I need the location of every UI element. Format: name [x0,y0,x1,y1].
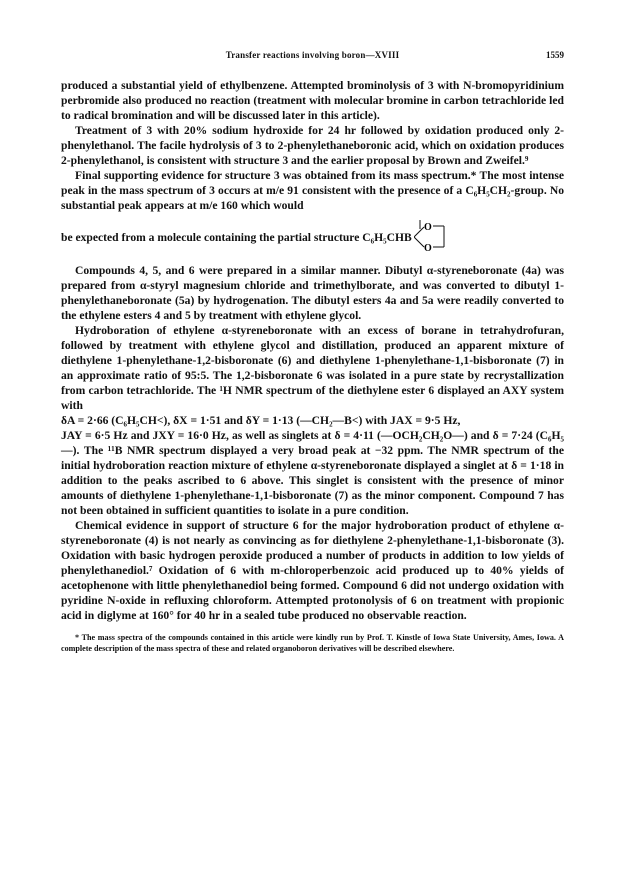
ring-oxygen-bottom: O [423,243,432,254]
paragraph-2: Treatment of 3 with 20% sodium hydroxide for 24 hr followed by oxidation produced only 2-phenylethanol. The facile hydrolysis of 3 to 2-phenylethaneboronic acid, which on oxidation produces 2-phenylethanol, is consistent with structure 3 and the earlier proposal by Brown and Zweifel.⁹ [61,124,564,167]
journal-page [61,50,564,654]
partial-structure-line [61,220,564,254]
paragraph-3: Final supporting evidence for structure 3 was obtained from its mass spectrum.* The most intense peak in the mass spectrum of 3 occurs at m/e 91 consistent with the presence of a C₆H₅CH₂-group. No substantial peak appears at m/e 160 which would [61,169,564,212]
footnote-text: * The mass spectra of the compounds contained in this article were kindly run by Prof. T. Kinstle of Iowa State University, Ames, Iowa. A complete description of the mass spectra of these and related organoboron derivatives will be described elsewhere. [61,633,564,653]
nmr-equation: δA = 2·66 (C₆H₅CH<), δX = 1·51 and δY = 1·13 (—CH₂—B<) with JAX = 9·5 Hz, [61,414,461,427]
paragraph-4: Compounds 4, 5, and 6 were prepared in a similar manner. Dibutyl α-styreneboronate (4a) was prepared from α-styryl magnesium chloride and trimethylborate, and was converted to dibutyl 1-phenylethaneboronate (5a) by hydrogenation. The dibutyl esters 4a and 5a were readily converted to the ethylene esters 4 and 5 by treatment with ethylene glycol. [61,264,564,322]
page-number: 1559 [546,50,564,60]
paragraph-6: JAY = 6·5 Hz and JXY = 16·0 Hz, as well as singlets at δ = 4·11 (—OCH₂CH₂O—) and δ = 7·24 (C₆H₅—). The ¹¹B NMR spectrum displayed a very broad peak at −32 ppm. The NMR spectrum of the initial hydroboration reaction mixture of ethylene α-styreneboronate displayed a singlet at δ = 1·18 in addition to the peaks ascribed to 6 above. This singlet is consistent with the presence of minor amounts of diethylene 1-phenylethane-1,1-bisboronate (7) as the minor component. Compound 7 has not been obtained in sufficient quantities to isolate in a pure condition. [61,429,564,517]
ring-oxygen-top: O [423,222,432,233]
paragraph-1: produced a substantial yield of ethylbenzene. Attempted brominolysis of 3 with N-bromopyridinium perbromide also produced no reaction (treatment with molecular bromine in carbon tetrachloride led to radical bromination and will be discussed later in this article). [61,79,564,122]
paragraph-3-end: be expected from a molecule containing the partial structure C₆H₅CHB [61,230,412,244]
running-title: Transfer reactions involving boron—XVIII [225,50,400,60]
running-header [61,50,564,64]
footnote [61,632,564,654]
paragraph-7: Chemical evidence in support of structure 6 for the major hydroboration product of ethylene α-styreneboronate (4) is not nearly as convincing as for diethylene 2-phenylethane-1,1-bisboronate (3). Oxidation with basic hydrogen peroxide produced a number of products in addition to low yields of phenylethanediol.⁷ Oxidation of 6 with m-chloroperbenzoic acid produced up to 40% yields of acetophenone with little phenylethanediol being formed. Compound 6 did not undergo oxidation with pyridine N-oxide in refluxing chloroform. Attempted protonolysis of 6 on treatment with propionic acid in diglyme at 160° for 40 hr in a sealed tube produced no observable reaction. [61,519,564,622]
article-body [61,78,564,623]
paragraph-5: Hydroboration of ethylene α-styreneboronate with an excess of borane in tetrahydrofuran, followed by treatment with ethylene glycol and distillation, produced an apparent mixture of diethylene 1-phenylethane-1,2-bisboronate (6) and diethylene 1-phenylethane-1,1-bisboronate (7) in an approximate ratio of 95:5. The 1,2-bisboronate 6 was isolated in a pure state by recrystallization from carbon tetrachloride. The ¹H NMR spectrum of the diethylene ester 6 displayed an AXY system with [61,324,564,412]
dioxaborolane-ring-structure [414,220,454,254]
